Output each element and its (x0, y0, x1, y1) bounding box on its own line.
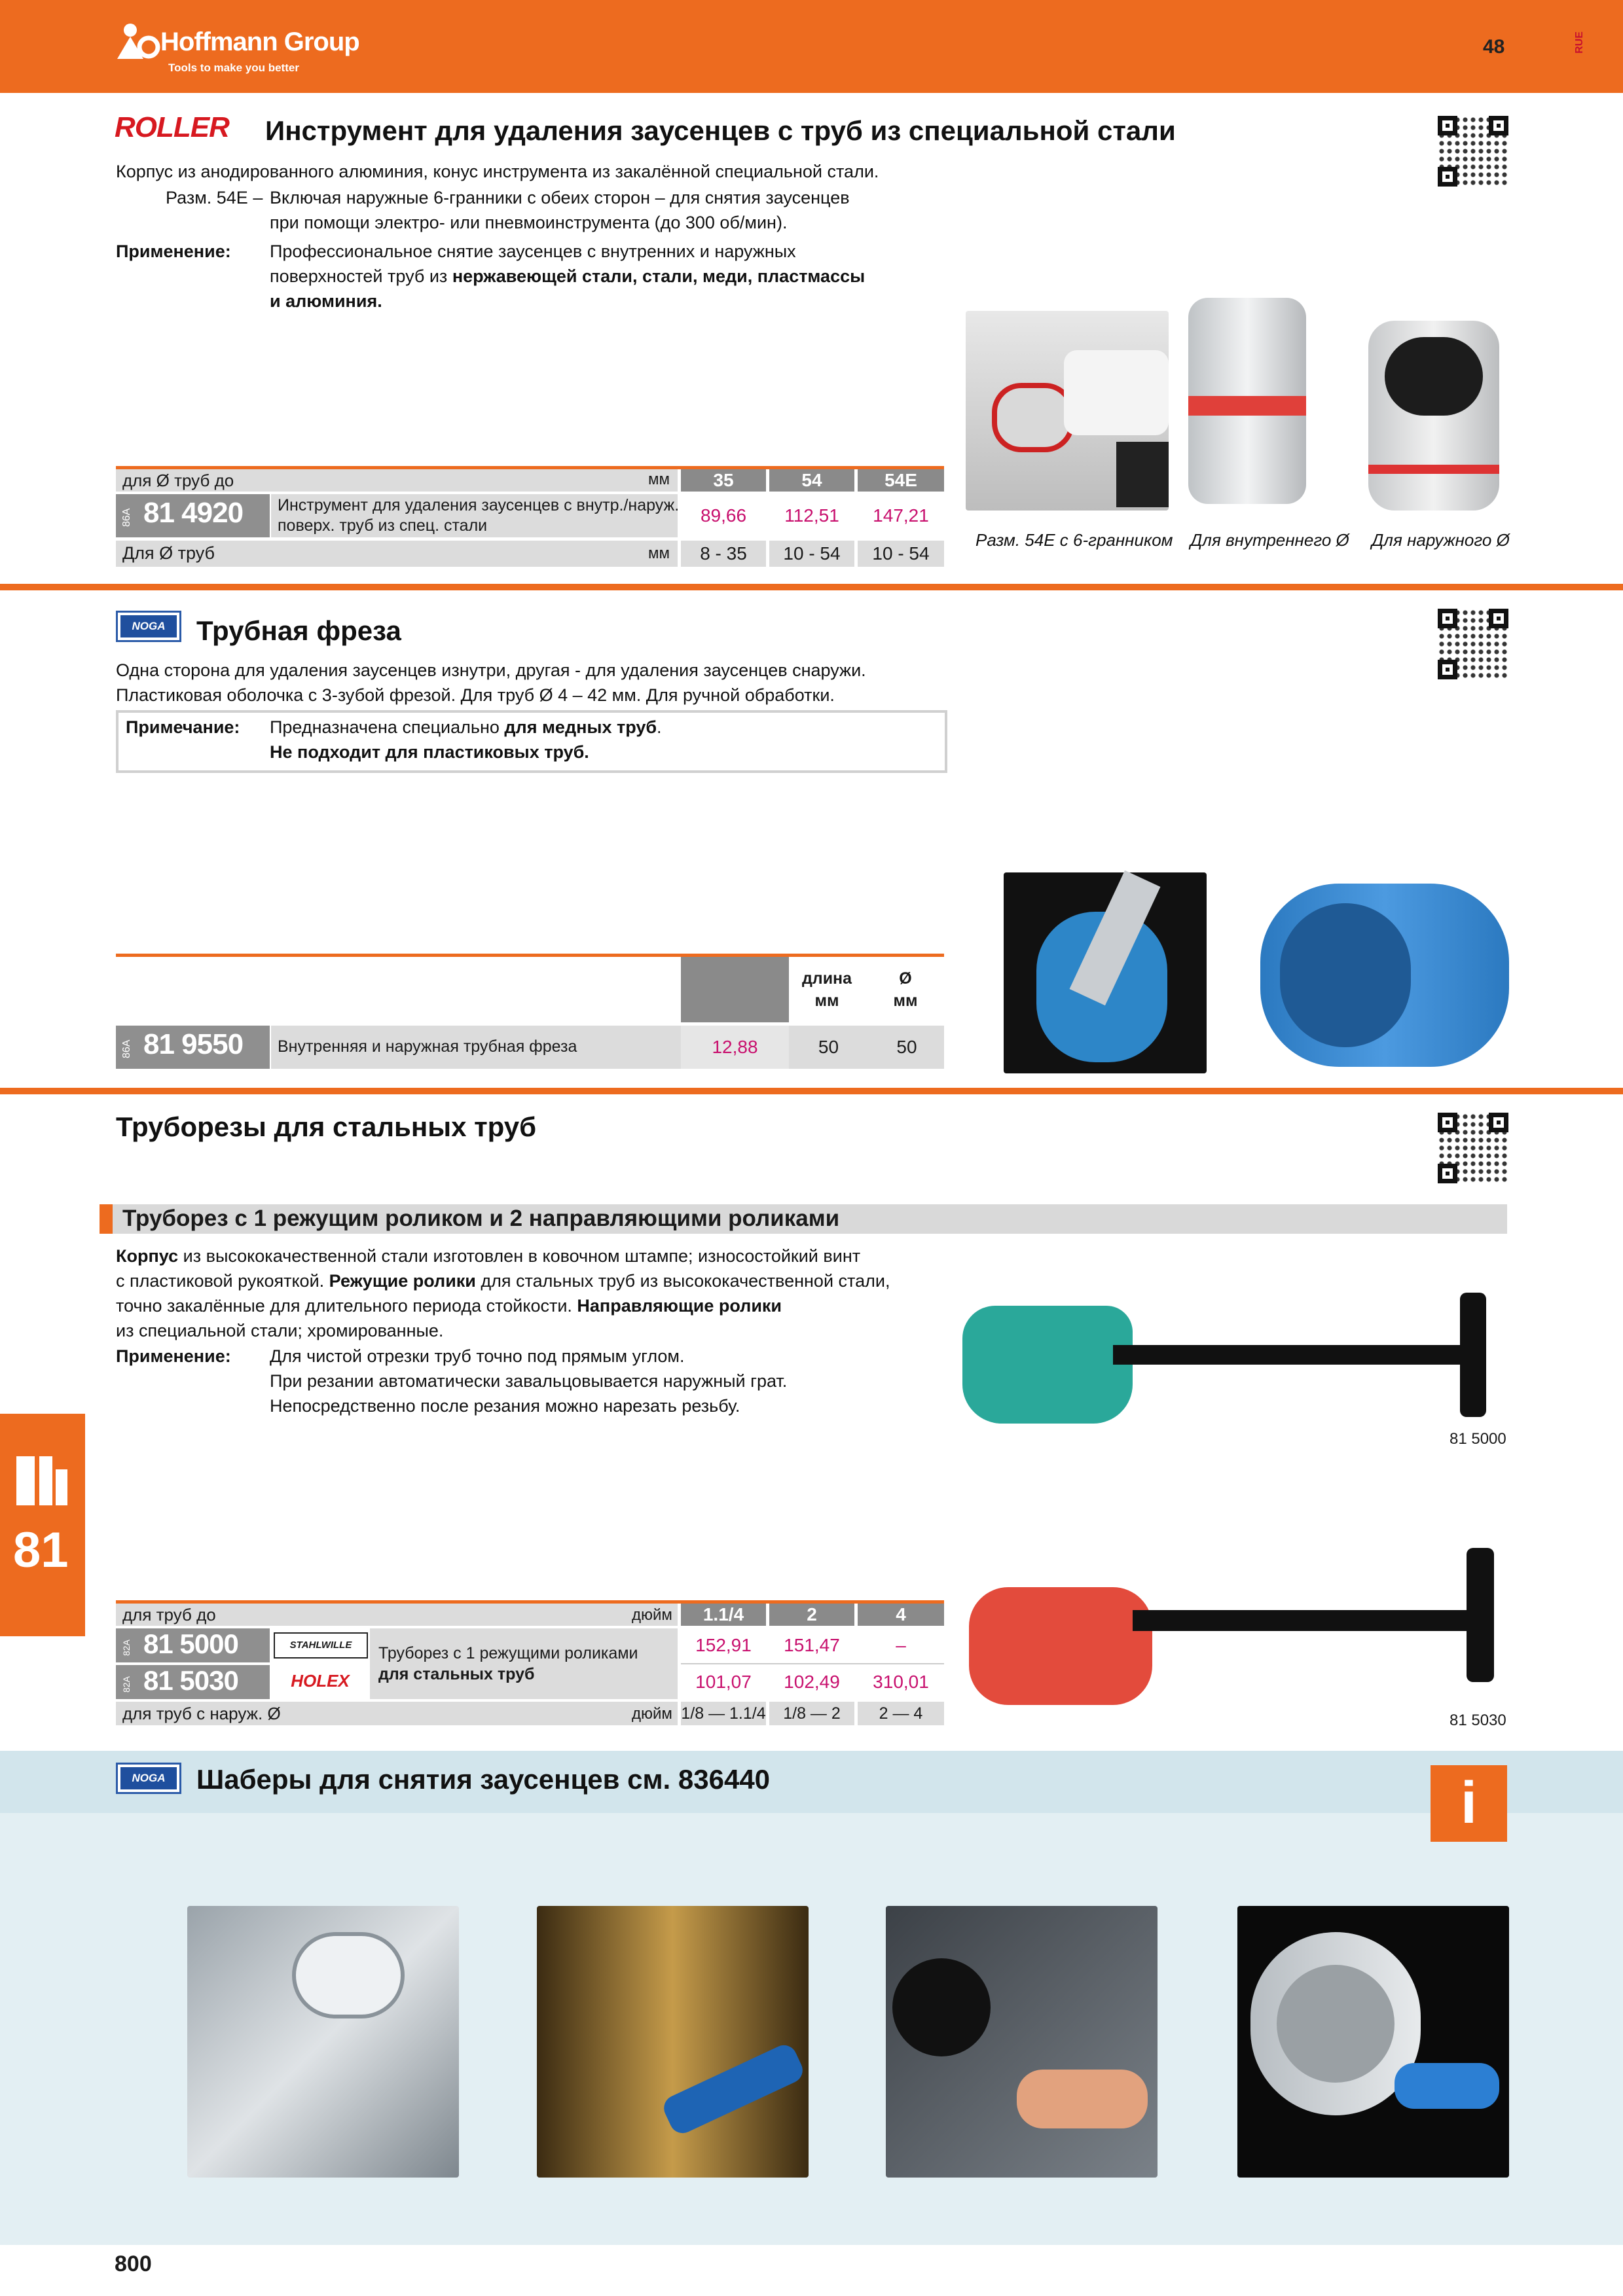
product-description: Инструмент для удаления заусенцев с внутр./наруж. поверх. труб из спец. стали (278, 496, 680, 535)
price-cell: 89,66 (700, 505, 747, 526)
col-header-35: 35 (681, 469, 766, 492)
size-label: Разм. 54E – (166, 188, 263, 207)
photo-caption: Разм. 54E с 6-гранником (976, 530, 1173, 550)
col-header-54: 54 (769, 469, 854, 492)
table-top-rule (116, 954, 944, 957)
pipe-tools-icon (13, 1450, 72, 1509)
table-footer-label: Для Ø труб (122, 543, 215, 563)
price-cell: 147,21 (873, 505, 929, 526)
col-header: 1.1/4 (681, 1604, 766, 1626)
product-description: Труборез с 1 режущими роликами для стальных труб (378, 1644, 638, 1683)
article-number: 82A 81 5030 (116, 1665, 270, 1699)
range-cell: 10 - 54 (769, 541, 854, 567)
table-header-label: для Ø труб до (122, 471, 234, 490)
brand-tagline: Tools to make you better (168, 62, 299, 74)
photo-scraper-hand (886, 1906, 1158, 2178)
diameter-value: 50 (896, 1037, 917, 1057)
table-footer-unit: дюйм (632, 1705, 672, 1723)
stahlwille-brand-logo: STAHLWILLE (274, 1632, 368, 1659)
product-photo-pipe-cutter-green (962, 1293, 1512, 1440)
photo-scraper-aluminium (187, 1906, 459, 2178)
table-footer-label: для труб с наруж. Ø (122, 1704, 281, 1723)
section1-title: Инструмент для удаления заусенцев с труб из специальной стали (265, 115, 1176, 146)
qr-code-icon (1438, 116, 1508, 187)
product-code: 81 5030 (1450, 1712, 1506, 1729)
range-cell: 10 - 54 (858, 541, 944, 567)
price-cell: 101,07 (695, 1672, 752, 1692)
range-cell: 1/8 — 2 (769, 1702, 854, 1725)
range-cell: 8 - 35 (681, 541, 766, 567)
section-divider (0, 584, 1623, 590)
product-photo-reamer (1260, 884, 1509, 1067)
col-header-54e: 54E (858, 469, 944, 492)
roller-brand-logo: ROLLER (115, 111, 229, 143)
product-description: Внутренняя и наружная трубная фреза (278, 1037, 577, 1056)
product-photo-pipe-cutter-red (962, 1548, 1512, 1712)
photo-caption: Для внутреннего Ø (1190, 530, 1349, 550)
price-cell: – (896, 1635, 906, 1655)
article-number: 86A 81 9550 (116, 1026, 270, 1069)
qr-code-icon (1438, 609, 1508, 679)
col-header-diameter: Ø мм (893, 969, 918, 1010)
application-label: Применение: (116, 242, 231, 261)
photo-scraper-pipe (1237, 1906, 1509, 2178)
photo-scraper-brass (537, 1906, 809, 2178)
length-value: 50 (818, 1037, 839, 1057)
price-cell: 112,51 (784, 505, 839, 526)
section2-title: Трубная фреза (196, 615, 401, 646)
noga-brand-logo: NOGA (116, 1763, 181, 1794)
product-photo-outer (1368, 321, 1499, 511)
subsection-title: Труборез с 1 режущим роликом и 2 направляющими роликами (122, 1206, 840, 1231)
range-cell: 2 — 4 (858, 1702, 944, 1725)
noga-brand-logo: NOGA (116, 611, 181, 642)
table-header-unit: мм (648, 471, 670, 488)
brand-name: Hoffmann Group (160, 27, 359, 56)
price-cell: 102,49 (784, 1672, 840, 1692)
section1-desc: Корпус из анодированного алюминия, конус инструмента из закалённой специальной стали. (116, 162, 879, 181)
language-code: RUE (1573, 31, 1585, 54)
product-photo-drill (966, 311, 1169, 511)
note-label: Примечание: (126, 717, 240, 737)
price-cell: 151,47 (784, 1635, 840, 1655)
article-number: 86A 81 4920 (116, 494, 270, 537)
section4-title: Шаберы для снятия заусенцев см. 836440 (196, 1764, 771, 1795)
page-number: 800 (115, 2251, 152, 2276)
price-cell: 310,01 (873, 1672, 929, 1692)
photo-caption: Для наружного Ø (1372, 530, 1510, 550)
section2-desc: Одна сторона для удаления заусенцев изнутри, другая - для удаления заусенцев снаружи. Пластиковая оболочка с 3-зубой фрезой. Для труб Ø 4 – 42 мм. Для ручной обработки. (116, 660, 866, 705)
price-cell: 12,88 (681, 1026, 789, 1069)
info-icon[interactable]: i (1431, 1765, 1507, 1842)
section3-title: Труборезы для стальных труб (116, 1111, 537, 1142)
col-header-length: длина мм (801, 969, 852, 1010)
application-label: Применение: (116, 1346, 231, 1366)
qr-code-icon (1438, 1113, 1508, 1183)
section-page-number: 48 (1483, 36, 1505, 58)
range-cell: 1/8 — 1.1/4 (681, 1702, 766, 1725)
hoffmann-logo-icon (115, 21, 160, 60)
table-header-label: для труб до (122, 1605, 216, 1624)
application-text: Для чистой отрезки труб точно под прямым углом. При резании автоматически завальцовывается наружный грат. Непосредственно после резания можно нарезать резьбу. (270, 1346, 788, 1416)
product-photo-reamer-in-use (1004, 872, 1207, 1073)
section3-desc: Корпус из высококачественной стали изготовлен в ковочном штампе; износостойкий винт с пластиковой рукояткой. Режущие ролики для стальных труб из высококачественной стали, точно закалённые для длительного периода стойкости. Направляющие ролики из специальной стали; хромированные. (116, 1246, 890, 1340)
note-text: Предназначена специально для медных труб. Не подходит для пластиковых труб. (270, 717, 662, 762)
holex-brand-logo: HOLEX (278, 1669, 362, 1693)
product-photo-rondo (1188, 298, 1306, 504)
section-divider (0, 1088, 1623, 1094)
col-header: 4 (858, 1604, 944, 1626)
product-code: 81 5000 (1450, 1430, 1506, 1448)
size-text: Включая наружные 6-гранники с обеих сторон – для снятия заусенцев при помощи электро- или пневмоинструмента (до 300 об/мин). (270, 188, 850, 232)
table-footer-unit: мм (648, 545, 670, 562)
table-header-unit: дюйм (632, 1606, 672, 1624)
chapter-number: 81 (13, 1522, 69, 1578)
price-cell: 152,91 (695, 1635, 752, 1655)
article-number: 82A 81 5000 (116, 1628, 270, 1662)
application-text: Профессиональное снятие заусенцев с внутренних и наружных поверхностей труб из нержавеющей стали, стали, меди, пластмассы и алюминия. (270, 242, 866, 311)
chapter-tab (0, 1414, 85, 1636)
col-header: 2 (769, 1604, 854, 1626)
